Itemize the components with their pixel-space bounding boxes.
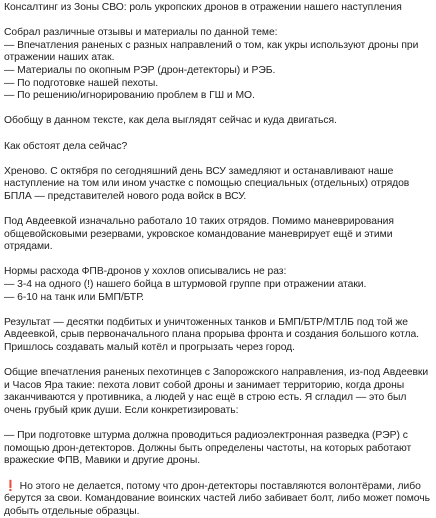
- intro-item: — Впечатления раненых с разных направлений о том, как укры используют дроны при отражении наших атак.: [4, 39, 419, 64]
- intro-item: — По решению/игнорированию проблем в ГШ и МО.: [4, 90, 255, 102]
- summary-paragraph: Обобщу в данном тексте, как дела выглядят сейчас и куда двигаться.: [4, 115, 337, 127]
- norms-lead: Нормы расхода ФПВ-дронов у хохлов описывались не раз:: [4, 266, 287, 278]
- intro-block: [4, 27, 432, 103]
- result-paragraph: Результат — десятки подбитых и уничтоженных танков и БМП/БТР/МТЛБ под той же Авдеевкой, срыв первоначального плана прорыва фронта и создания большого котла. Пришлось создавать малый котёл и прогрызать через город.: [4, 316, 419, 354]
- post-body: [4, 2, 432, 518]
- intro-lead: Собрал различные отзывы и материалы по данной теме:: [4, 27, 278, 39]
- norms-block: [4, 266, 432, 304]
- norms-item: — 3-4 на одного (!) нашего бойца в штурмовой группе при отражении атаки.: [4, 279, 367, 291]
- intro-item: — По подготовке нашей пехоты.: [4, 77, 159, 89]
- status-paragraph: Хреново. С октября по сегодняшний день ВСУ замедляют и останавливают наше наступление на том или ином участке с помощью специальных (отдельных) отрядов БПЛА — представителей нового рода войск в ВСУ.: [4, 165, 410, 202]
- warning-text: Но этого не делается, потому что дрон-детекторы поставляются волонтёрами, либо берутся за свои. Командование воинских частей либо забивает болт, либо может помочь добыть отдельные образцы.: [4, 480, 430, 517]
- post-title: Консалтинг из Зоны СВО: роль укропских дронов в отражении нашего наступления: [4, 2, 402, 13]
- intro-item: — Материалы по окопным РЭР (дрон-детекторы) и РЭБ.: [4, 64, 276, 76]
- recon-paragraph: — При подготовке штурма должна проводиться радиоэлектронная разведка (РЭР) с помощью дрон-детекторов. Должны быть определены частоты, на которых работают вражеские ФПВ, Мавики и другие дроны.: [4, 430, 412, 467]
- exclamation-icon: ❗: [4, 480, 17, 492]
- norms-item: — 6-10 на танк или БМП/БТР.: [4, 291, 144, 303]
- warning-paragraph: [4, 481, 432, 518]
- avdeevka-paragraph: Под Авдеевкой изначально работало 10 таких отрядов. Помимо маневрирования общевойсковыми резервами, укровское командование маневрирует ещё и этими отрядами.: [4, 216, 394, 253]
- question-paragraph: Как обстоят дела сейчас?: [4, 140, 128, 152]
- impressions-paragraph: Общие впечатления раненых пехотинцев с Запорожского направления, из-под Авдеевки и Часов Яра такие: пехота ловит собой дроны и занимает территорию, когда дроны заканчиваются у противника, а людей у нас ещё в строю есть. Я сгладил — это был очень грубый крик души. Если конкретизировать:: [4, 367, 429, 416]
